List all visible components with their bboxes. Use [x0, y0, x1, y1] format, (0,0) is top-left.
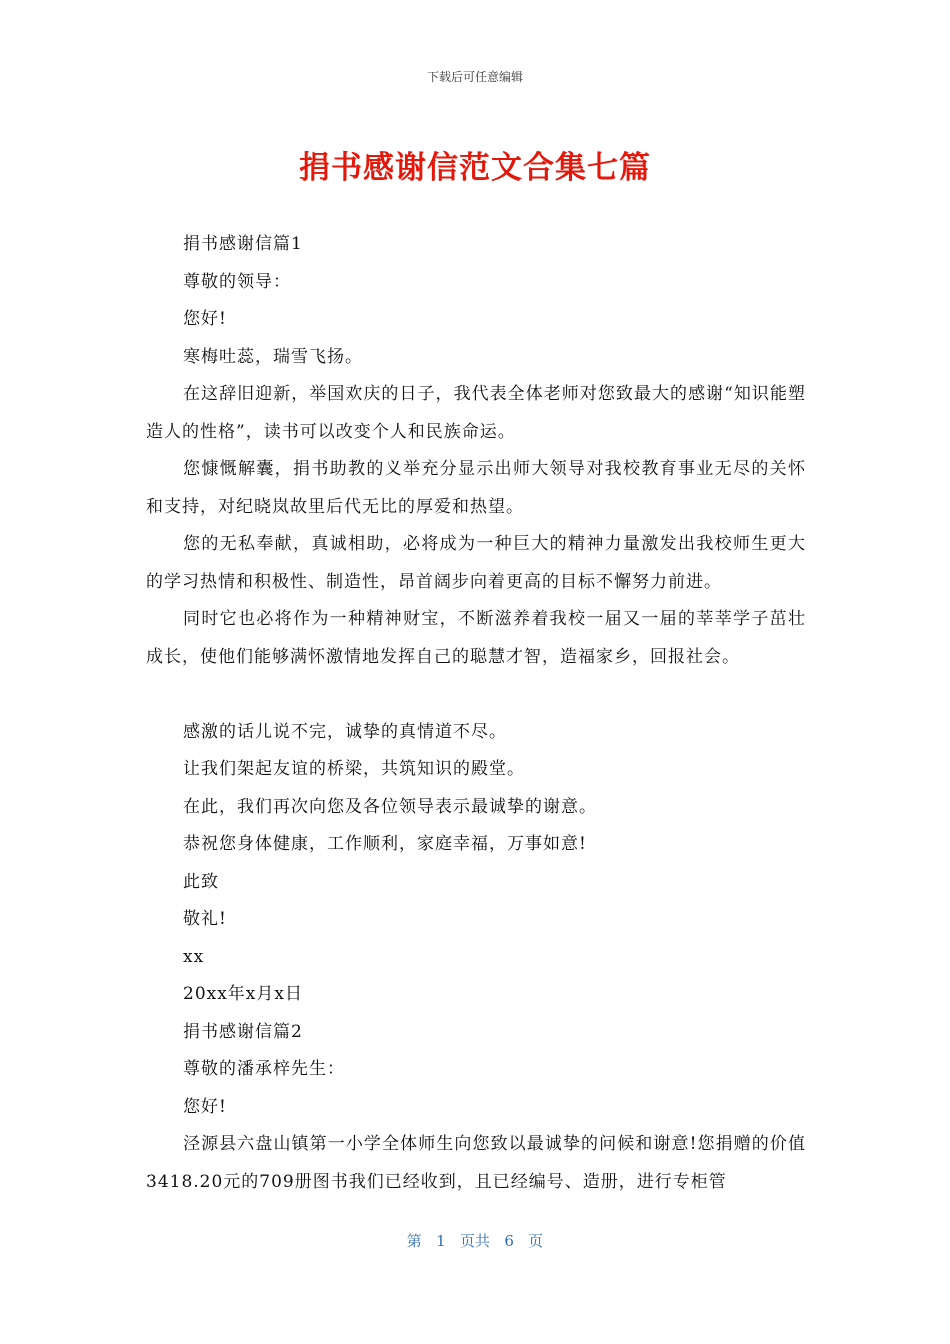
document-title: 捐书感谢信范文合集七篇	[299, 150, 651, 186]
header-note: 下载后可任意编辑	[426, 70, 523, 84]
signature: xx	[183, 946, 205, 967]
page-footer	[0, 1230, 950, 1251]
paragraph: 让我们架起友谊的桥梁，共筑知识的殿堂。	[183, 759, 525, 779]
footer-label-page: 第	[406, 1232, 422, 1250]
paragraph: 感激的话儿说不完，诚挚的真情道不尽。	[183, 721, 507, 742]
footer-current-page: 1	[436, 1232, 446, 1250]
paragraph: 恭祝您身体健康，工作顺利，家庭幸福，万事如意!	[183, 834, 587, 854]
paragraph: 寒梅吐蕊，瑞雪飞扬。	[183, 346, 363, 367]
date-line: 20xx年x月x日	[183, 984, 303, 1004]
greeting: 您好!	[183, 1096, 227, 1117]
footer-total-pages: 6	[504, 1232, 514, 1250]
paragraph: 在这辞旧迎新，举国欢庆的日子，我代表全体老师对您致最大的感谢“知识能塑造人的性格”，读书可以改变个人和民族命运。	[146, 384, 806, 442]
section-heading-2: 捐书感谢信篇2	[183, 1021, 303, 1042]
closing-salute: 敬礼!	[183, 909, 227, 929]
paragraph: 泾源县六盘山镇第一小学全体师生向您致以最诚挚的问候和谢意!您捐赠的价值3418.20元的709册图书我们已经收到，且已经编号、造册，进行专柜管	[146, 1134, 806, 1192]
salutation: 尊敬的潘承梓先生：	[183, 1059, 345, 1079]
paragraph: 您慷慨解囊，捐书助教的义举充分显示出师大领导对我校教育事业无尽的关怀和支持，对纪晓岚故里后代无比的厚爱和热望。	[146, 459, 806, 517]
footer-label-end: 页	[528, 1232, 544, 1250]
greeting: 您好!	[183, 309, 227, 329]
paragraph: 您的无私奉献，真诚相助，必将成为一种巨大的精神力量激发出我校师生更大的学习热情和积极性、制造性，昂首阔步向着更高的目标不懈努力前进。	[146, 534, 806, 592]
salutation: 尊敬的领导：	[183, 271, 291, 292]
section-heading-1: 捐书感谢信篇1	[183, 234, 303, 254]
paragraph: 同时它也必将作为一种精神财宝，不断滋养着我校一届又一届的莘莘学子茁壮成长，使他们能够满怀激情地发挥自己的聪慧才智，造福家乡，回报社会。	[146, 609, 806, 667]
closing: 此致	[183, 871, 219, 892]
blank-line	[146, 676, 806, 714]
document-body	[146, 226, 806, 1201]
footer-label-total: 页共	[459, 1232, 490, 1250]
paragraph: 在此，我们再次向您及各位领导表示最诚挚的谢意。	[183, 796, 597, 817]
